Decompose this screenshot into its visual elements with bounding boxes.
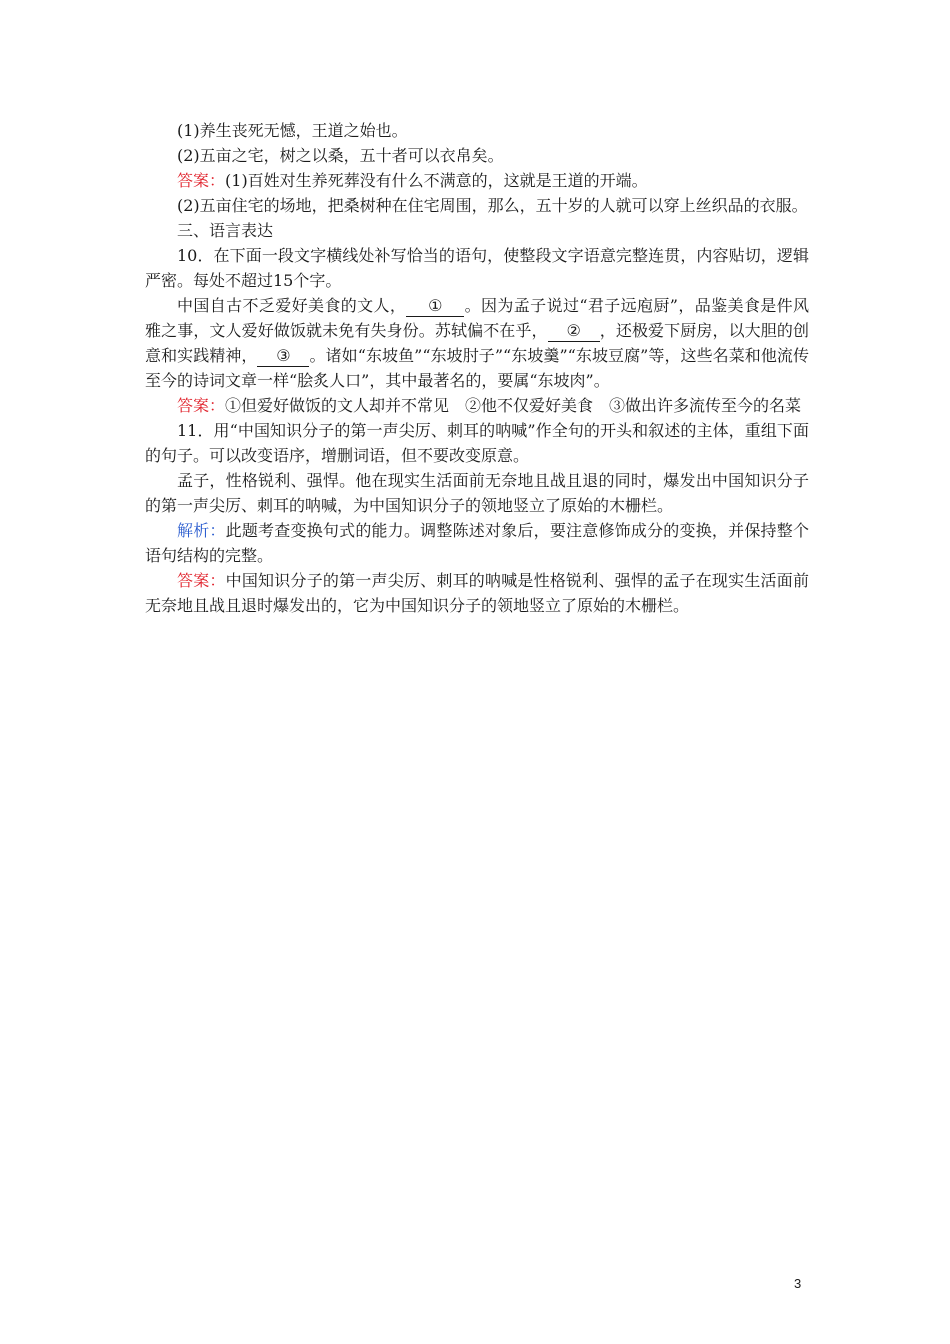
document-page [145,118,809,618]
q10-answer-text: ①但爱好做饭的文人却并不常见 ②他不仅爱好美食 ③做出许多流传至今的名菜 [225,396,802,415]
analysis-label: 解析： [177,521,226,540]
q10-passage [145,293,809,393]
q10-text-4: 。诸如“东坡鱼”“东坡肘子”“东坡羹”“东坡豆腐”等，这些名菜和他流传至今的诗词文章一样“脍炙人口”，其中最著名的，要属“东坡肉”。 [145,346,809,390]
q10-answer [145,393,809,418]
q11-answer-text: 中国知识分子的第一声尖厉、刺耳的呐喊是性格锐利、强悍的孟子在现实生活面前无奈地且战且退时爆发出的，它为中国知识分子的领地竖立了原始的木栅栏。 [145,571,809,615]
fill-blank-2: ② [548,321,600,342]
section-heading: 三、语言表达 [177,221,274,240]
q11-source: 孟子，性格锐利、强悍。他在现实生活面前无奈地且战且退的同时，爆发出中国知识分子的第一声尖厉、刺耳的呐喊，为中国知识分子的领地竖立了原始的木栅栏。 [145,471,809,515]
fill-blank-3: ③ [257,346,309,367]
q9-answer-1 [145,168,809,193]
fill-blank-1: ① [406,296,464,317]
answer-label: 答案： [177,571,226,590]
q9-sentence-2: (2)五亩之宅，树之以桑，五十者可以衣帛矣。 [177,146,504,165]
q11-analysis-text: 此题考查变换句式的能力。调整陈述对象后，要注意修饰成分的变换，并保持整个语句结构的完整。 [145,521,809,565]
page-number: 3 [794,1276,802,1291]
q10-text-3: ，还极爱下厨房，以大胆的创意和实践精神， [145,321,809,365]
q11-answer [145,568,809,618]
q10-text-1: 中国自古不乏爱好美食的文人， [177,296,407,315]
q10-prompt: 10．在下面一段文字横线处补写恰当的语句，使整段文字语意完整连贯，内容贴切，逻辑严密。每处不超过15个字。 [145,246,809,290]
q11-prompt: 11．用“中国知识分子的第一声尖厉、刺耳的呐喊”作全句的开头和叙述的主体，重组下面的句子。可以改变语序，增删词语，但不要改变原意。 [145,421,809,465]
q11-analysis [145,518,809,568]
answer-label: 答案： [177,171,226,190]
q10-text-2: 。因为孟子说过“君子远庖厨”，品鉴美食是件风雅之事，文人爱好做饭就未免有失身份。苏轼偏不在乎， [145,296,809,340]
q9-sentence-1: (1)养生丧死无憾，王道之始也。 [177,121,408,140]
q9-answer-1-text: (1)百姓对生养死葬没有什么不满意的，这就是王道的开端。 [225,171,648,190]
q9-answer-2: (2)五亩住宅的场地，把桑树种在住宅周围，那么，五十岁的人就可以穿上丝织品的衣服。 [177,196,808,215]
answer-label: 答案： [177,396,226,415]
